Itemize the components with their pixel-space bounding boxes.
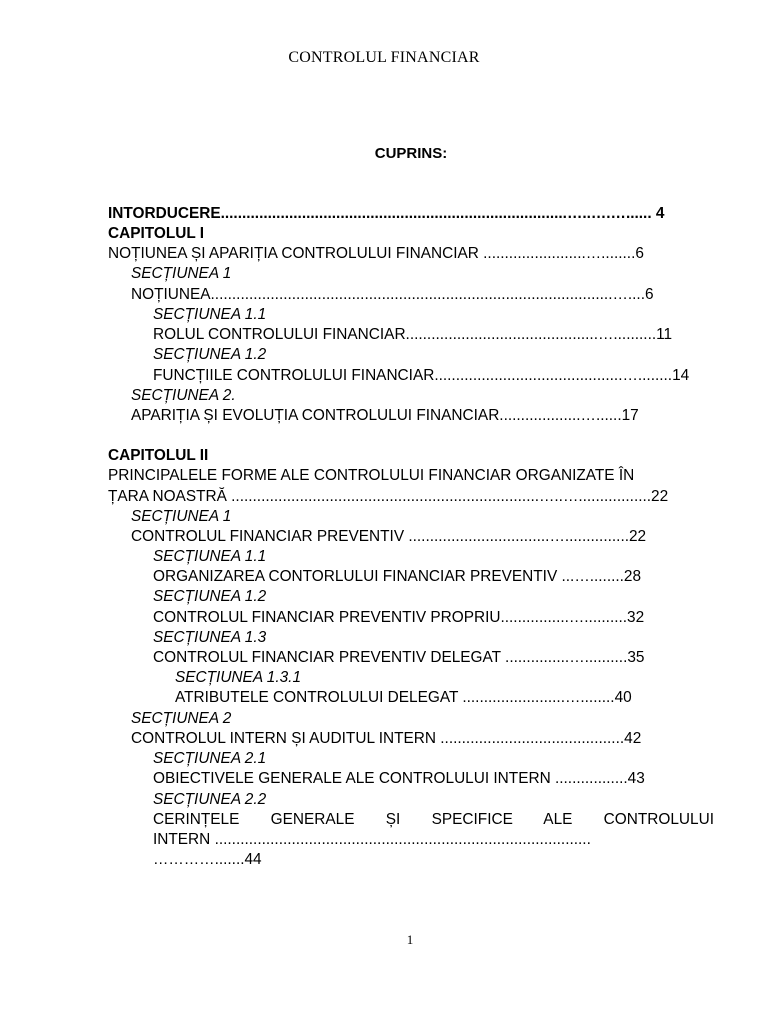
toc-entry[interactable]: FUNCȚIILE CONTROLULUI FINANCIAR............................................…........14 [153, 367, 690, 384]
toc-section: SECȚIUNEA 2. [131, 387, 236, 404]
toc-entry[interactable]: ORGANIZAREA CONTORLULUI FINANCIAR PREVENTIV ...…........28 [153, 568, 642, 585]
toc-entry[interactable]: PRINCIPALELE FORME ALE CONTROLULUI FINANCIAR ORGANIZATE ÎN [108, 467, 635, 484]
toc-section: SECȚIUNEA 1 [131, 265, 232, 282]
toc-entry[interactable]: ATRIBUTELE CONTROLULUI DELEGAT ........................…........40 [175, 689, 632, 706]
toc-entry[interactable]: NOȚIUNEA ȘI APARIȚIA CONTROLULUI FINANCIAR ........................…........6 [108, 245, 644, 262]
toc-section: SECȚIUNEA 1 [131, 508, 232, 525]
page-number: 1 [406, 932, 414, 947]
toc-section: SECȚIUNEA 1.3.1 [175, 669, 302, 686]
toc-section: SECȚIUNEA 2.1 [153, 750, 267, 767]
toc-entry-cerinte-line2[interactable]: INTERN ........................................................................................ [153, 831, 591, 848]
toc-entry[interactable]: CONTROLUL FINANCIAR PREVENTIV PROPRIU................…..........32 [153, 609, 645, 626]
toc-section: SECȚIUNEA 1.1 [153, 548, 267, 565]
toc-entry-cerinte-line3[interactable]: ………….......44 [153, 851, 262, 868]
toc-entry[interactable]: CONTROLUL FINANCIAR PREVENTIV .................................…...............22 [131, 528, 647, 545]
toc-entry-cerinte-line1[interactable]: CERINȚELE GENERALE ȘI SPECIFICE ALE CONTROLULUI [153, 811, 714, 828]
toc-chapter-2[interactable]: CAPITOLUL II [108, 447, 209, 464]
toc-section: SECȚIUNEA 2 [131, 710, 232, 727]
toc-entry[interactable]: ROLUL CONTROLULUI FINANCIAR.............................................…..........11 [153, 326, 673, 343]
document-title: CONTROLUL FINANCIAR [288, 49, 480, 66]
toc-section: SECȚIUNEA 1.2 [153, 346, 267, 363]
toc-entry-introducere[interactable]: INTORDUCERE.................................................................................…..….…...... 4 [108, 205, 665, 222]
toc-chapter-1[interactable]: CAPITOLUL I [108, 225, 205, 242]
toc-entry[interactable]: APARIȚIA ȘI EVOLUȚIA CONTROLULUI FINANCIAR...................…......17 [131, 407, 639, 424]
toc-entry[interactable]: OBIECTIVELE GENERALE ALE CONTROLULUI INTERN .................43 [153, 770, 645, 787]
toc-entry[interactable]: CONTROLUL FINANCIAR PREVENTIV DELEGAT ...............…..........35 [153, 649, 645, 666]
toc-heading: CUPRINS: [374, 145, 448, 162]
toc-entry[interactable]: NOȚIUNEA..............................................................................................…....6 [131, 286, 654, 303]
toc-section: SECȚIUNEA 1.1 [153, 306, 267, 323]
toc-section: SECȚIUNEA 1.3 [153, 629, 267, 646]
toc-section: SECȚIUNEA 2.2 [153, 791, 267, 808]
toc-entry[interactable]: CONTROLUL INTERN ȘI AUDITUL INTERN ...........................................42 [131, 730, 642, 747]
toc-entry[interactable]: ȚARA NOASTRĂ ........................................................................…..….................22 [108, 488, 669, 505]
toc-section: SECȚIUNEA 1.2 [153, 588, 267, 605]
